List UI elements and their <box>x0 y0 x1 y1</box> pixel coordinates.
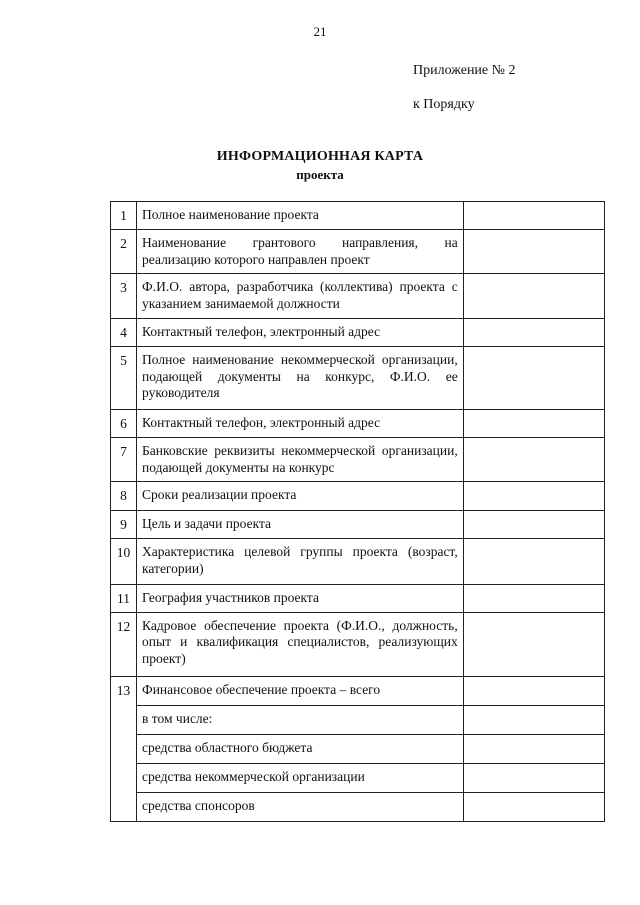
subrow-label: средства спонсоров <box>137 792 464 821</box>
row-value-cell[interactable] <box>463 585 604 613</box>
row-value-cell[interactable] <box>463 438 604 482</box>
subrow-label: средства некоммерческой организации <box>137 763 464 792</box>
row-value-cell[interactable] <box>463 482 604 511</box>
row-value-cell[interactable] <box>463 202 604 230</box>
row-label: Сроки реализации проекта <box>137 482 464 511</box>
row-value-cell[interactable] <box>463 230 604 274</box>
row-label: Полное наименование некоммерческой организации, подающей документы на конкурс, Ф.И.О. ее руководителя <box>137 347 464 410</box>
row-number: 7 <box>111 438 137 482</box>
row-label: Ф.И.О. автора, разработчика (коллектива) проекта с указанием занимаемой должности <box>137 274 464 319</box>
subrow-label: в том числе: <box>137 705 464 734</box>
table-row <box>111 202 605 230</box>
row-number: 10 <box>111 539 137 585</box>
row-value-cell[interactable] <box>463 319 604 347</box>
table-row <box>111 539 605 585</box>
row-label: Банковские реквизиты некоммерческой организации, подающей документы на конкурс <box>137 438 464 482</box>
document-title: ИНФОРМАЦИОННАЯ КАРТА <box>216 149 424 164</box>
table-subrow <box>111 763 605 792</box>
table-subrow <box>111 734 605 763</box>
subrow-value-cell[interactable] <box>463 792 604 821</box>
row-label: Наименование грантового направления, на реализацию которого направлен проект <box>137 230 464 274</box>
row-number: 11 <box>111 585 137 613</box>
row-label: Контактный телефон, электронный адрес <box>137 319 464 347</box>
row-number: 12 <box>111 612 137 676</box>
row-value-cell[interactable] <box>463 274 604 319</box>
subrow-value-cell[interactable] <box>463 705 604 734</box>
table-subrow <box>111 792 605 821</box>
table-row <box>111 438 605 482</box>
table-row <box>111 319 605 347</box>
table-row <box>111 274 605 319</box>
row-label: Цель и задачи проекта <box>137 511 464 539</box>
row-number: 13 <box>111 676 137 821</box>
row-number: 1 <box>111 202 137 230</box>
table-subrow <box>111 705 605 734</box>
row-label: Полное наименование проекта <box>137 202 464 230</box>
row-label: Кадровое обеспечение проекта (Ф.И.О., должность, опыт и квалификация специалистов, реализующих проект) <box>137 612 464 676</box>
table-row <box>111 676 605 705</box>
table-row <box>111 410 605 438</box>
row-number: 8 <box>111 482 137 511</box>
row-label: Контактный телефон, электронный адрес <box>137 410 464 438</box>
table-row <box>111 482 605 511</box>
page-number: 21 <box>313 24 327 39</box>
table-row <box>111 511 605 539</box>
row-value-cell[interactable] <box>463 511 604 539</box>
row-number: 6 <box>111 410 137 438</box>
subrow-value-cell[interactable] <box>463 734 604 763</box>
table-row <box>111 585 605 613</box>
row-number: 3 <box>111 274 137 319</box>
row-number: 2 <box>111 230 137 274</box>
row-number: 9 <box>111 511 137 539</box>
row-value-cell[interactable] <box>463 612 604 676</box>
row-value-cell[interactable] <box>463 347 604 410</box>
appendix-number: Приложение № 2 <box>413 63 516 78</box>
appendix-reference: к Порядку <box>413 97 475 112</box>
row-number: 5 <box>111 347 137 410</box>
info-card-table <box>110 201 605 822</box>
row-value-cell[interactable] <box>463 676 604 705</box>
row-number: 4 <box>111 319 137 347</box>
table-row <box>111 612 605 676</box>
subrow-value-cell[interactable] <box>463 763 604 792</box>
document-subtitle: проекта <box>296 167 344 182</box>
table-row <box>111 230 605 274</box>
row-label: Характеристика целевой группы проекта (возраст, категории) <box>137 539 464 585</box>
row-value-cell[interactable] <box>463 539 604 585</box>
row-value-cell[interactable] <box>463 410 604 438</box>
row-label: Финансовое обеспечение проекта – всего <box>137 676 464 705</box>
table-row <box>111 347 605 410</box>
subrow-label: средства областного бюджета <box>137 734 464 763</box>
row-label: География участников проекта <box>137 585 464 613</box>
